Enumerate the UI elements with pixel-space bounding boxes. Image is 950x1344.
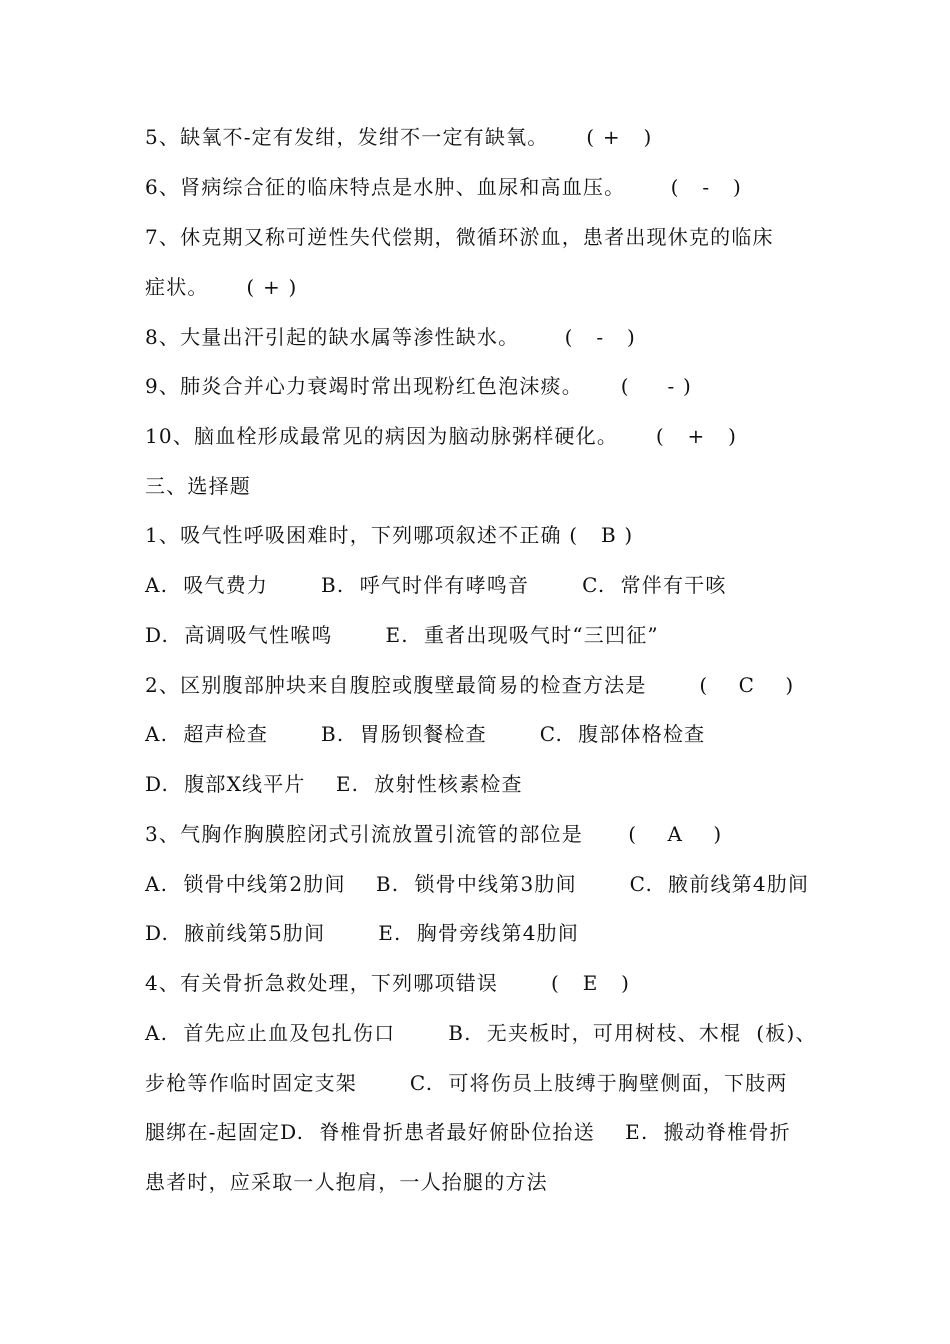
question-4-options-line-2: 步枪等作临时固定支架 C. 可将伤员上肢缚于胸壁侧面，下肢两 bbox=[145, 1071, 788, 1095]
question-1: 1、吸气性呼吸困难时，下列哪项叙述不正确 ( B ) bbox=[145, 523, 634, 547]
question-3: 3、气胸作胸膜腔闭式引流放置引流管的部位是 ( A ) bbox=[145, 822, 723, 846]
question-2: 2、区别腹部肿块来自腹腔或腹壁最简易的检查方法是 ( C ) bbox=[145, 673, 795, 697]
question-3-options-a-c: A. 锁骨中线第2肋间 B. 锁骨中线第3肋间 C. 腋前线第4肋间 bbox=[145, 872, 810, 896]
true-false-item-5: 5、缺氧不-定有发绀，发绀不一定有缺氧。 ( + ) bbox=[145, 125, 653, 149]
true-false-item-9: 9、肺炎合并心力衰竭时常出现粉红色泡沫痰。 ( - ) bbox=[145, 374, 693, 398]
true-false-item-10: 10、脑血栓形成最常见的病因为脑动脉粥样硬化。 ( + ) bbox=[145, 424, 738, 448]
question-2-options-a-c: A. 超声检查 B. 胃肠钡餐检查 C. 腹部体格检查 bbox=[145, 722, 706, 746]
question-4-options-line-3: 腿绑在-起固定D. 脊椎骨折患者最好俯卧位抬送 E. 搬动脊椎骨折 bbox=[145, 1120, 791, 1144]
question-1-options-d-e: D. 高调吸气性喉鸣 E. 重者出现吸气时“三凹征” bbox=[145, 623, 659, 647]
true-false-item-7-line-1: 7、休克期又称可逆性失代偿期，微循环淤血，患者出现休克的临床 bbox=[145, 225, 774, 249]
true-false-item-8: 8、大量出汗引起的缺水属等渗性缺水。 ( - ) bbox=[145, 325, 636, 349]
question-2-options-d-e: D. 腹部X线平片 E. 放射性核素检查 bbox=[145, 772, 523, 796]
section-heading: 三、选择题 bbox=[145, 474, 251, 498]
true-false-item-6: 6、肾病综合征的临床特点是水肿、血尿和高血压。 ( - ) bbox=[145, 175, 742, 199]
question-3-options-d-e: D. 腋前线第5肋间 E. 胸骨旁线第4肋间 bbox=[145, 921, 580, 945]
question-4: 4、有关骨折急救处理，下列哪项错误 ( E ) bbox=[145, 971, 631, 995]
question-1-options-a-c: A. 吸气费力 B. 呼气时伴有哮鸣音 C. 常伴有干咳 bbox=[145, 573, 727, 597]
question-4-options-line-4: 患者时，应采取一人抱肩，一人抬腿的方法 bbox=[145, 1170, 548, 1194]
true-false-item-7-line-2: 症状。 ( + ) bbox=[145, 275, 298, 299]
question-4-options-line-1: A. 首先应止血及包扎伤口 B. 无夹板时，可用树枝、木棍 (板)、 bbox=[145, 1021, 817, 1045]
